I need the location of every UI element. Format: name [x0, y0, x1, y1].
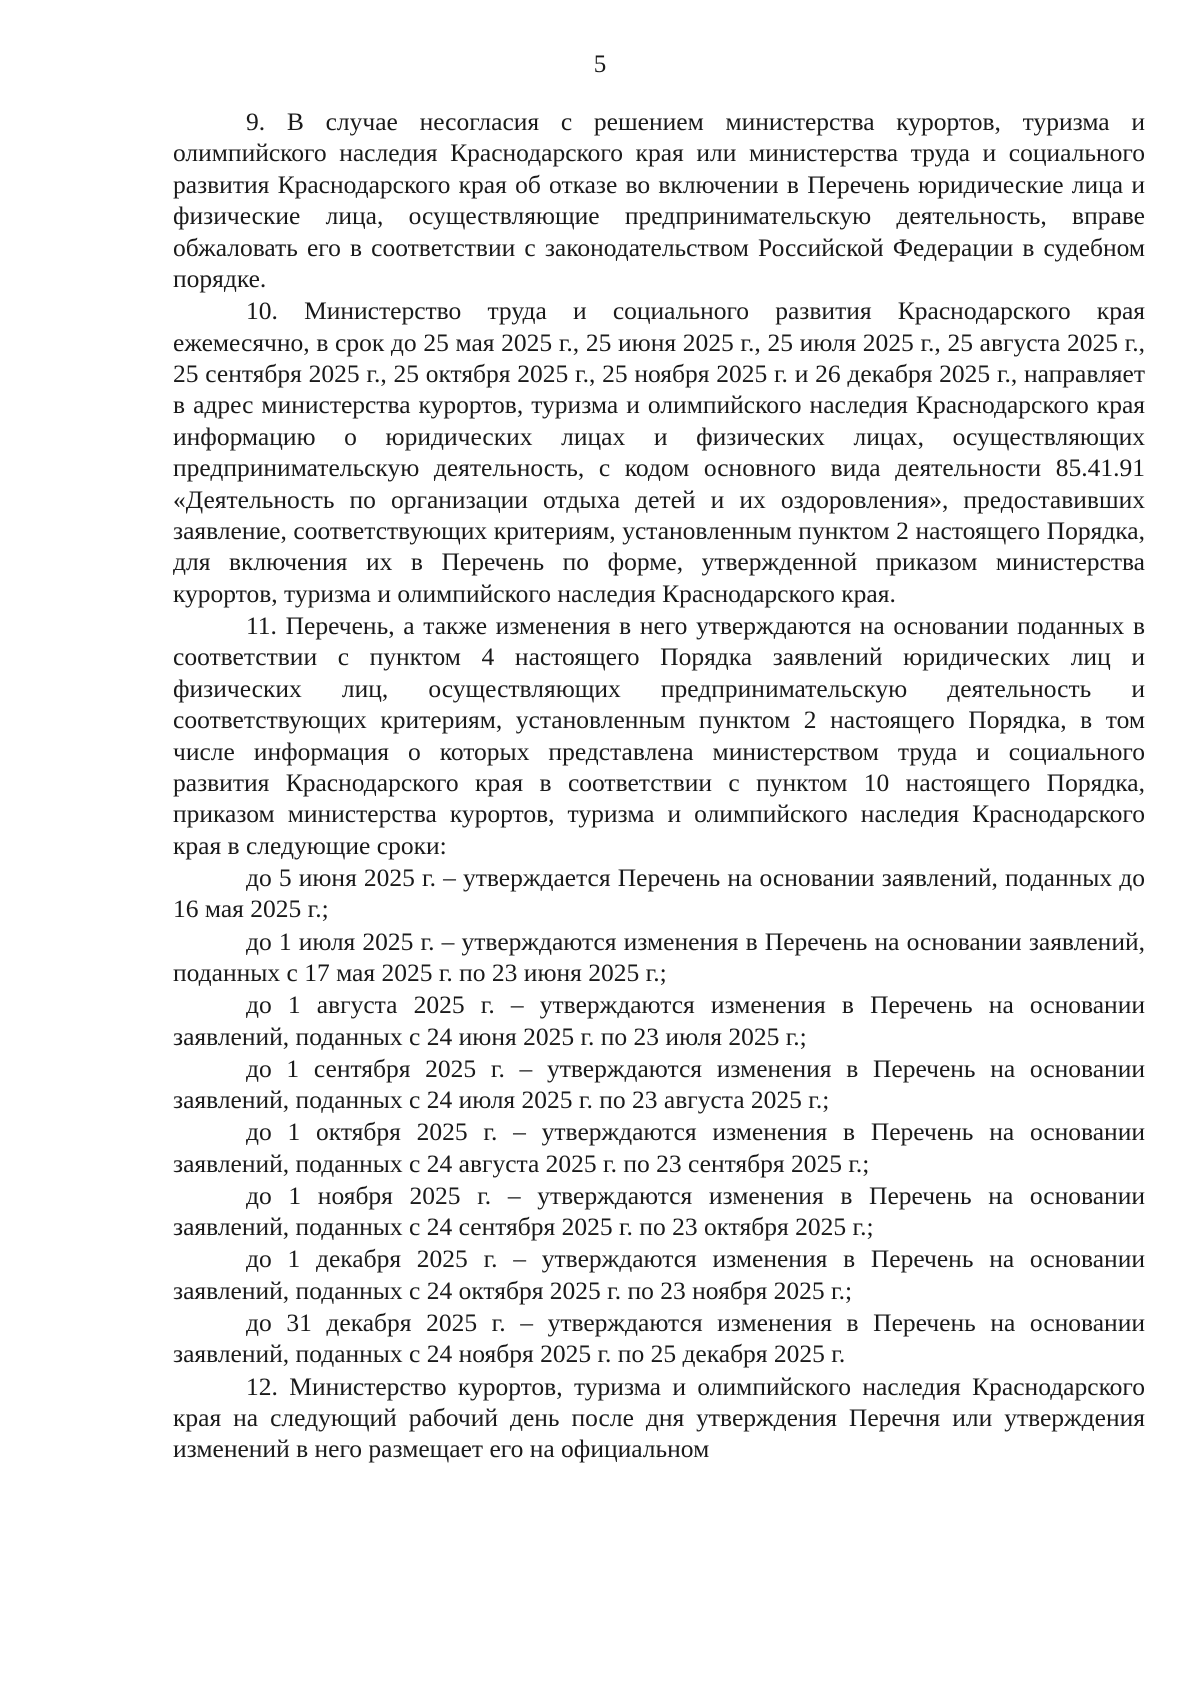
deadline-item-december: до 1 декабря 2025 г. – утверждаются изменения в Перечень на основании заявлений, поданных с 24 октября 2025 г. по 23 ноября 2025 г.;: [173, 1244, 1145, 1305]
deadline-item-december-31: до 31 декабря 2025 г. – утверждаются изменения в Перечень на основании заявлений, поданных с 24 ноября 2025 г. по 25 декабря 2025 г.: [173, 1307, 1145, 1369]
paragraph-item-11: 11. Перечень, а также изменения в него утверждаются на основании поданных в соответствии с пунктом 4 настоящего Порядка заявлений юридических лиц и физических лиц, осуществляющих предпринимательскую деятельность и соответствующих критериям, установленным пунктом 2 настоящего Порядка, в том числе информация о которых представлена министерством труда и социального развития Краснодарского края в соответствии с пунктом 10 настоящего Порядка, приказом министерства курортов, туризма и олимпийского наследия Краснодарского края в следующие сроки:: [173, 611, 1145, 860]
deadline-item-october: до 1 октября 2025 г. – утверждаются изменения в Перечень на основании заявлений, поданных с 24 августа 2025 г. по 23 сентября 2025 г.;: [173, 1117, 1145, 1178]
paragraph-item-9: 9. В случае несогласия с решением министерства курортов, туризма и олимпийского наследия Краснодарского края или министерства труда и социального развития Краснодарского края об отказе во включении в Перечень юридические лица и физические лица, осуществляющие предпринимательскую деятельность, вправе обжаловать его в соответствии с законодательством Российской Федерации в судебном порядке.: [173, 107, 1145, 294]
paragraph-item-10: 10. Министерство труда и социального развития Краснодарского края ежемесячно, в срок до 25 мая 2025 г., 25 июня 2025 г., 25 июля 2025 г., 25 августа 2025 г., 25 сентября 2025 г., 25 октября 2025 г., 25 ноября 2025 г. и 26 декабря 2025 г., направляет в адрес министерства курортов, туризма и олимпийского наследия Краснодарского края информацию о юридических лицах и физических лицах, осуществляющих предпринимательскую деятельность, с кодом основного вида деятельности 85.41.91 «Деятельность по организации отдыха детей и их оздоровления», предоставивших заявление, соответствующих критериям, установленным пунктом 2 настоящего Порядка, для включения их в Перечень по форме, утвержденной приказом министерства курортов, туризма и олимпийского наследия Краснодарского края.: [173, 296, 1145, 608]
deadline-item-july: до 1 июля 2025 г. – утверждаются изменения в Перечень на основании заявлений, поданных с 17 мая 2025 г. по 23 июня 2025 г.;: [173, 926, 1145, 987]
deadline-item-november: до 1 ноября 2025 г. – утверждаются изменения в Перечень на основании заявлений, поданных с 24 сентября 2025 г. по 23 октября 2025 г.;: [173, 1180, 1145, 1242]
document-body: [173, 106, 1145, 1465]
deadline-item-august: до 1 августа 2025 г. – утверждаются изменения в Перечень на основании заявлений, поданных с 24 июня 2025 г. по 23 июля 2025 г.;: [173, 990, 1145, 1051]
page-number: 5: [593, 51, 607, 78]
deadline-item-june: до 5 июня 2025 г. – утверждается Перечень на основании заявлений, поданных до 16 мая 2025 г.;: [173, 863, 1145, 924]
paragraph-item-12: 12. Министерство курортов, туризма и олимпийского наследия Краснодарского края на следующий рабочий день после дня утверждения Перечня или утверждения изменений в него размещает его на официальном: [173, 1371, 1145, 1464]
deadline-item-september: до 1 сентября 2025 г. – утверждаются изменения в Перечень на основании заявлений, поданных с 24 июля 2025 г. по 23 августа 2025 г.;: [173, 1053, 1145, 1115]
